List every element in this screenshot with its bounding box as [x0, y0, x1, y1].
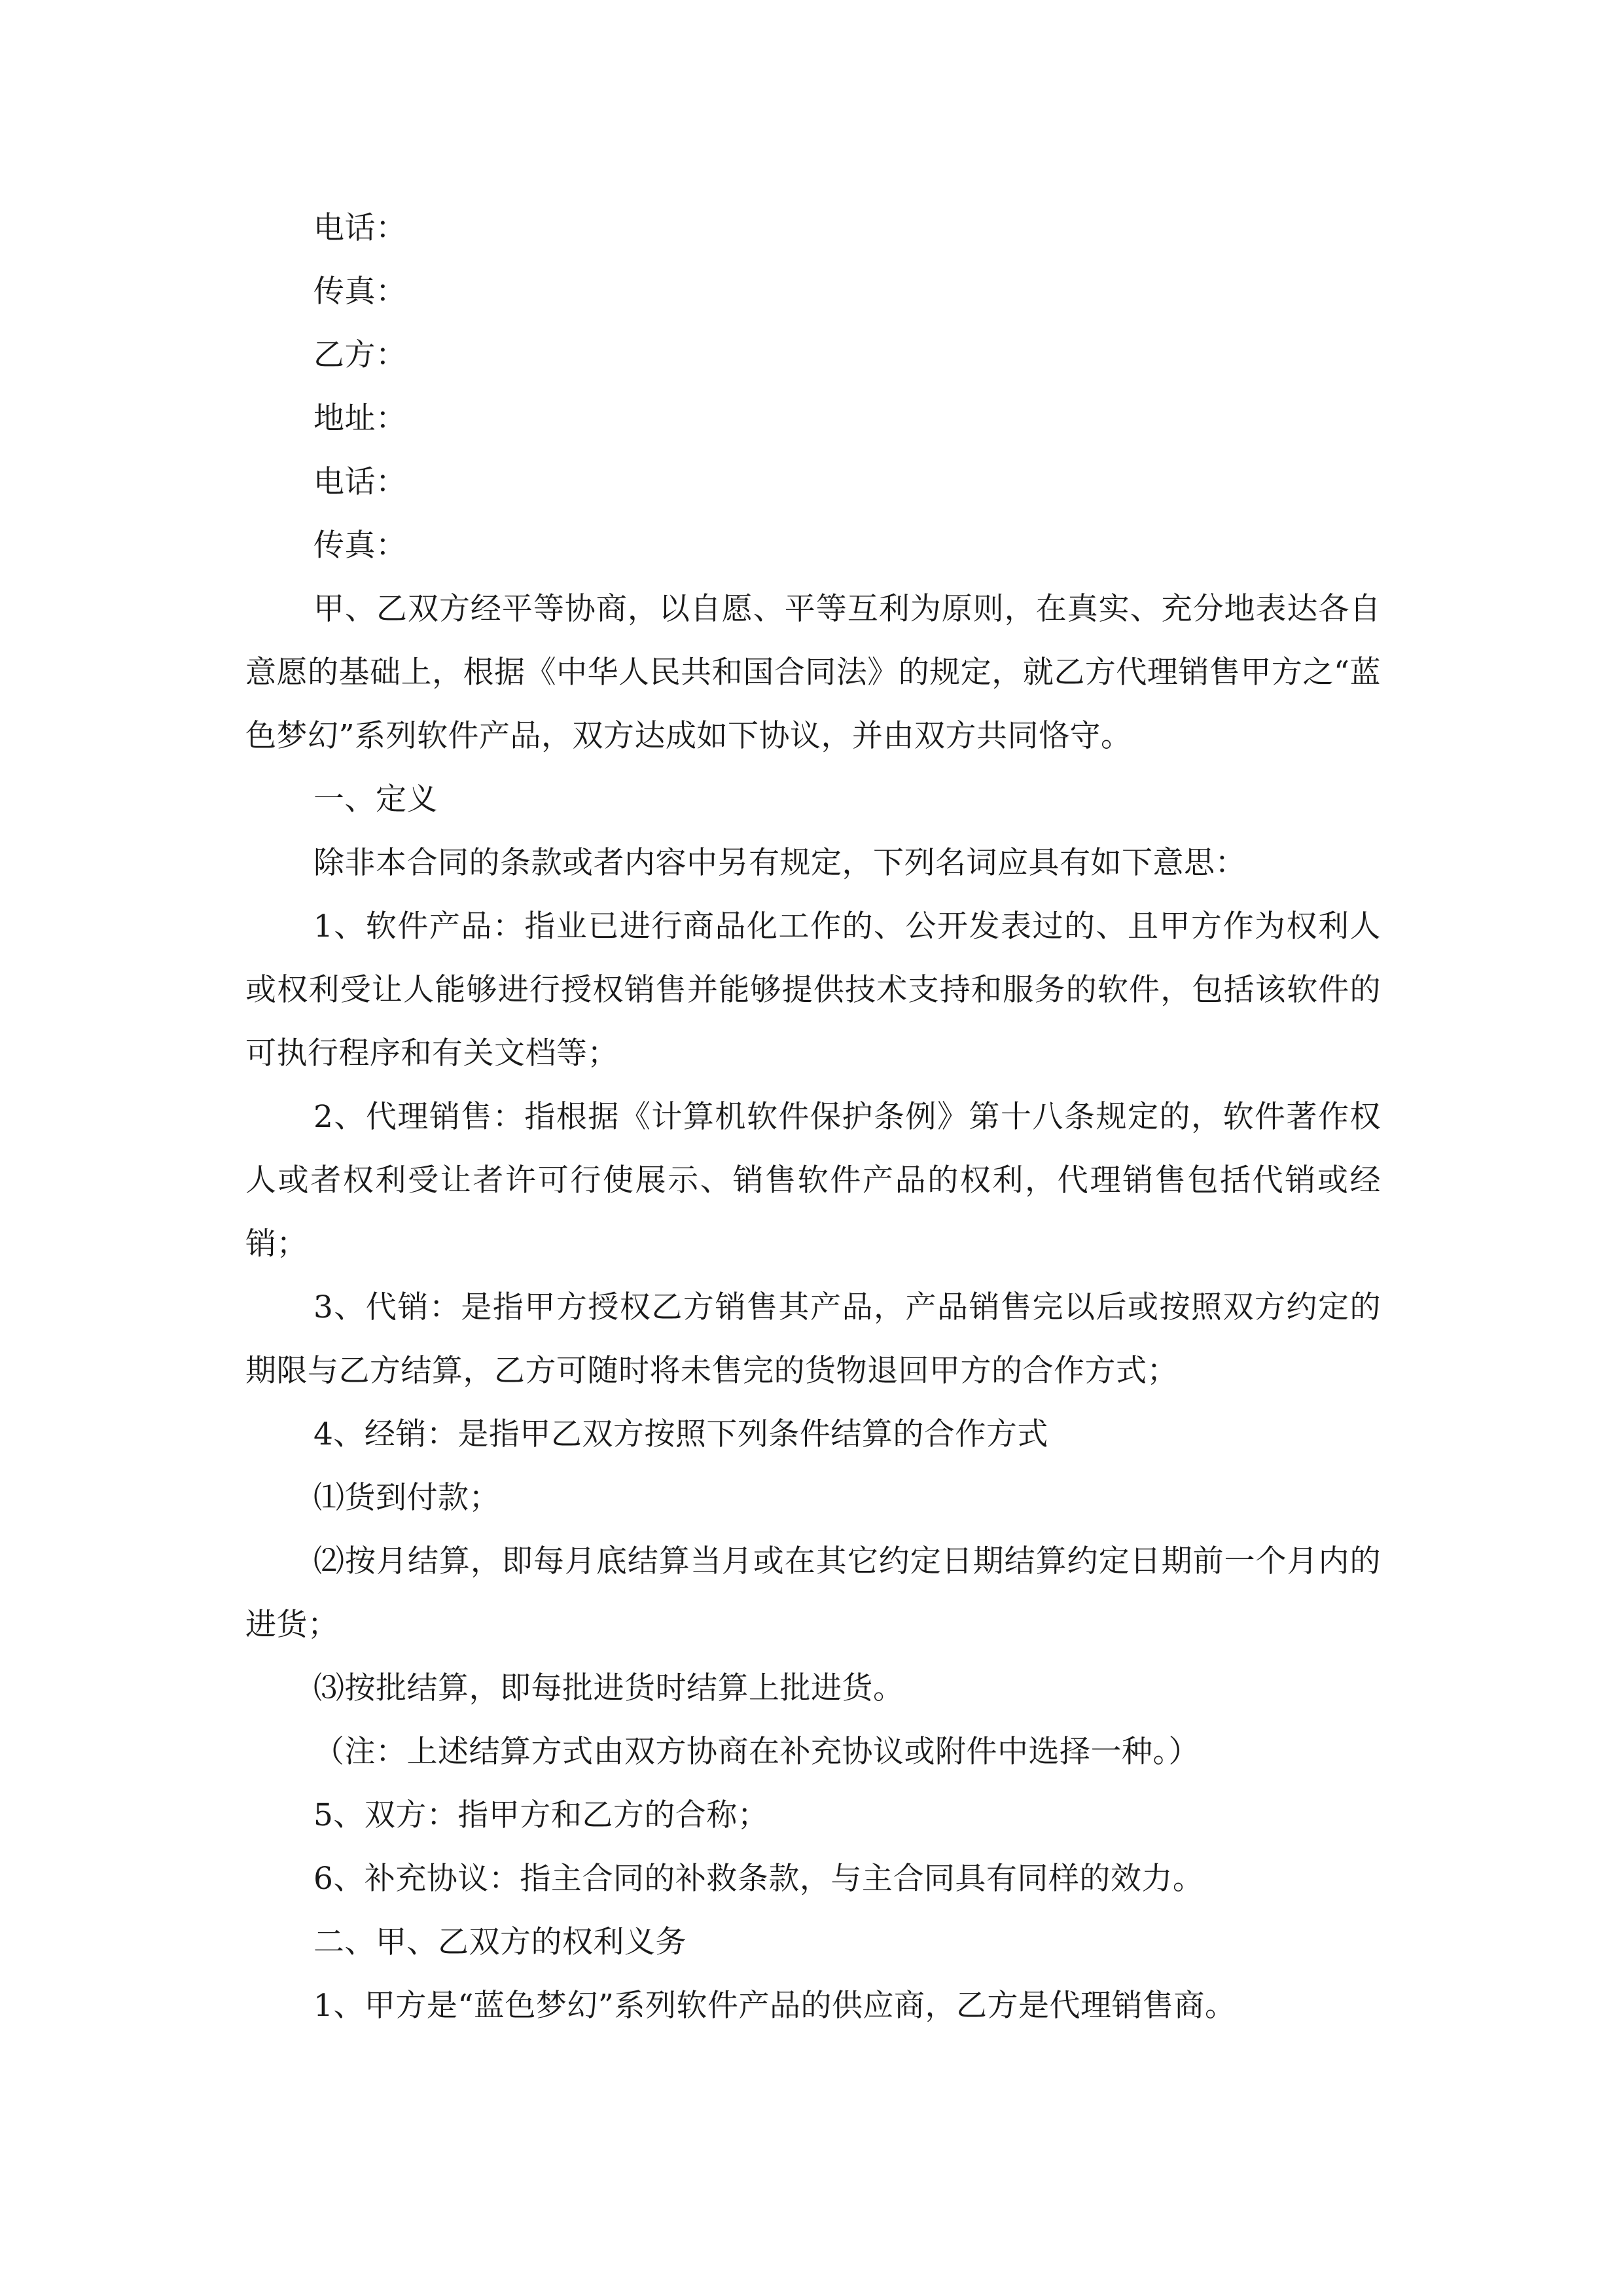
party-a-phone-line: 电话：: [313, 210, 407, 246]
party-b-fax-line: 传真：: [313, 528, 407, 564]
definition-software-product: 1、软件产品：指业已进行商品化工作的、公开发表过的、且甲方作为权利人或权利受让人能够进行授权销售并能够提供技术支持和服务的软件，包括该软件的可执行程序和有关文档等；: [245, 908, 1381, 1071]
settlement-option-2: ⑵按月结算，即每月底结算当月或在其它约定日期结算约定日期前一个月内的进货；: [245, 1543, 1381, 1643]
party-b-address-line: 地址：: [313, 401, 407, 437]
definition-supplementary-agreement: 6、补充协议：指主合同的补救条款，与主合同具有同样的效力。: [313, 1861, 1204, 1897]
definitions-intro: 除非本合同的条款或者内容中另有规定，下列名词应具有如下意思：: [313, 845, 1246, 881]
settlement-note: （注：上述结算方式由双方协商在补充协议或附件中选择一种。）: [313, 1734, 1200, 1770]
contract-body: [245, 196, 1381, 2037]
definition-distribution: 4、经销：是指甲乙双方按照下列条件结算的合作方式: [313, 1416, 1048, 1452]
section-heading-rights-obligations: 二、甲、乙双方的权利义务: [313, 1924, 687, 1960]
party-b-line: 乙方：: [313, 337, 407, 373]
definition-agency-sales: 2、代理销售：指根据《计算机软件保护条例》第十八条规定的，软件著作权人或者权利受让者许可行使展示、销售软件产品的权利，代理销售包括代销或经销；: [245, 1099, 1381, 1262]
preamble-paragraph: 甲、乙双方经平等协商，以自愿、平等互利为原则，在真实、充分地表达各自意愿的基础上，根据《中华人民共和国合同法》的规定，就乙方代理销售甲方之“蓝色梦幻”系列软件产品，双方达成如下协议，并由双方共同恪守。: [245, 591, 1381, 754]
rights-clause-1: 1、甲方是“蓝色梦幻”系列软件产品的供应商，乙方是代理销售商。: [313, 1988, 1236, 2024]
party-b-phone-line: 电话：: [313, 464, 407, 500]
party-a-fax-line: 传真：: [313, 274, 407, 310]
definition-consignment: 3、代销：是指甲方授权乙方销售其产品，产品销售完以后或按照双方约定的期限与乙方结算，乙方可随时将未售完的货物退回甲方的合作方式；: [245, 1289, 1381, 1389]
section-heading-definitions: 一、定义: [313, 781, 438, 817]
settlement-option-3: ⑶按批结算，即每批进货时结算上批进货。: [313, 1670, 904, 1706]
settlement-option-1: ⑴货到付款；: [313, 1480, 500, 1516]
definition-both-parties: 5、双方：指甲方和乙方的合称；: [313, 1797, 769, 1833]
